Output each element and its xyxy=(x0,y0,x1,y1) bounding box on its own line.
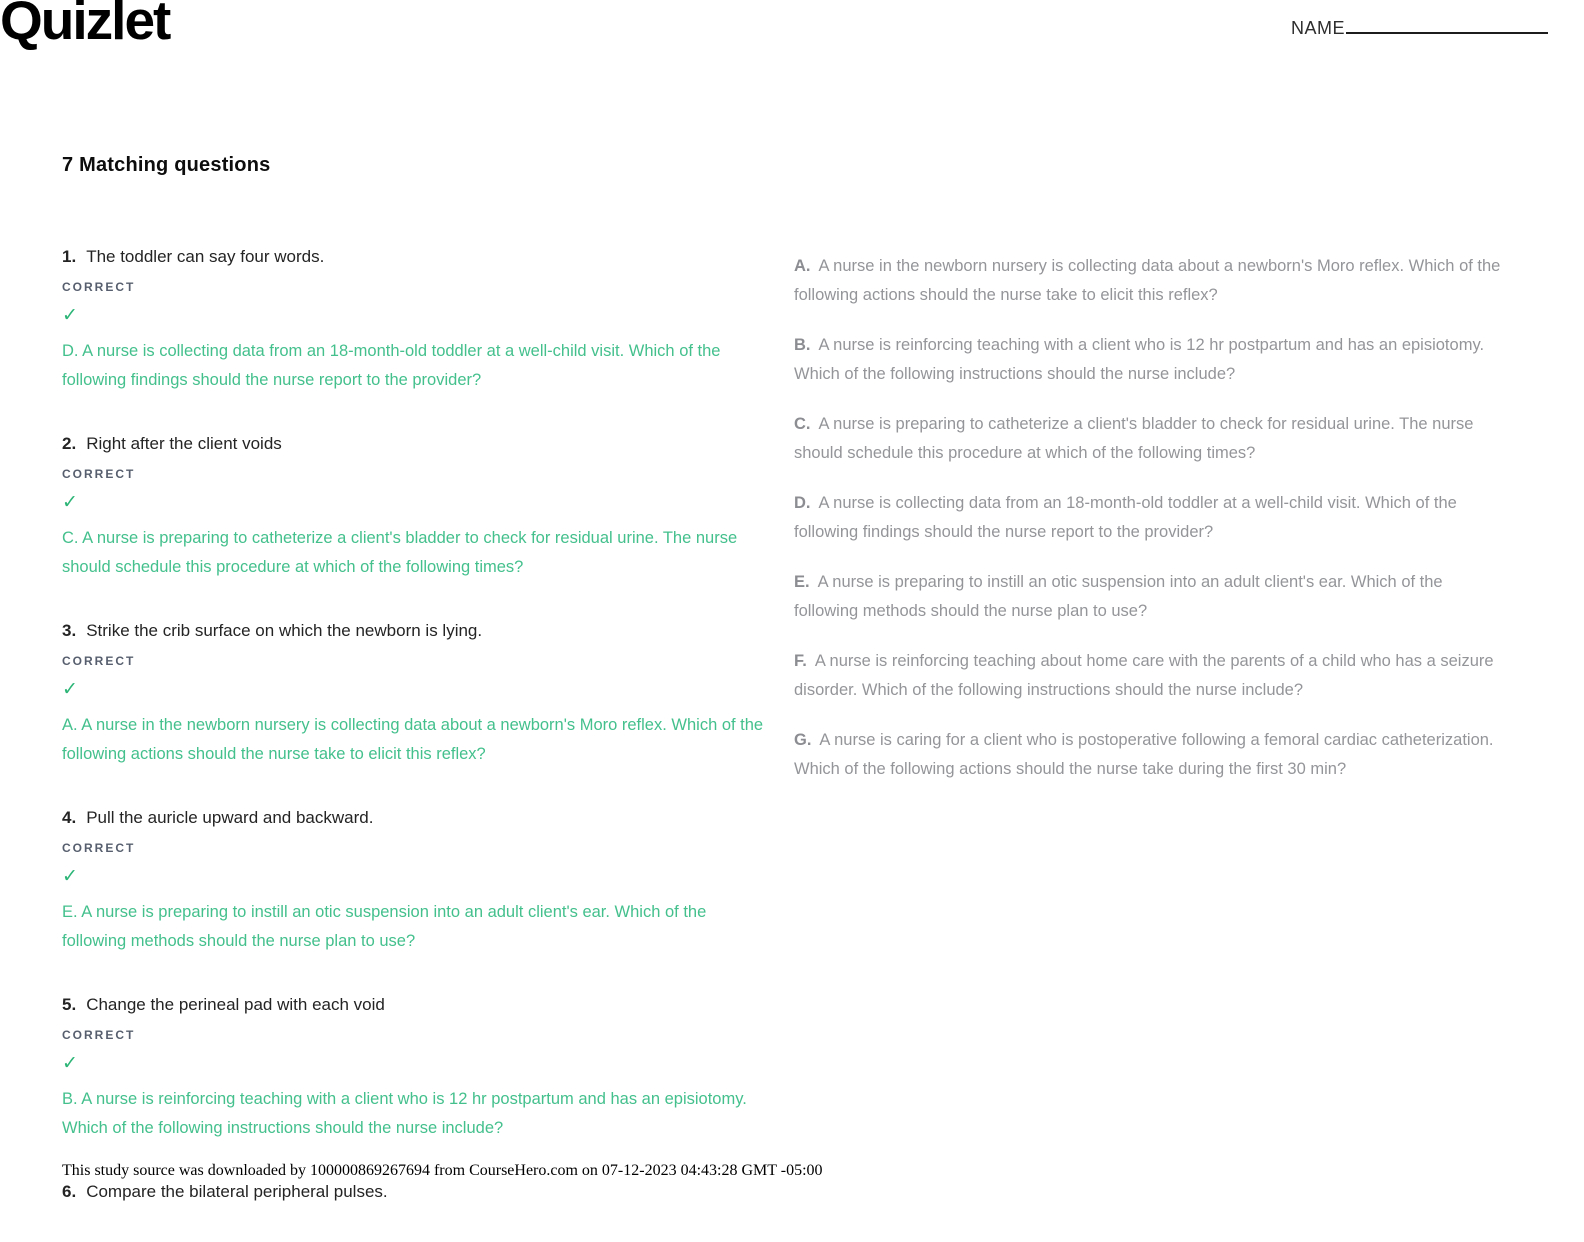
question-text: Strike the crib surface on which the newborn is lying. xyxy=(86,621,483,640)
name-label: NAME xyxy=(1290,18,1345,38)
question-number: 5. xyxy=(62,995,77,1014)
question-block-5 xyxy=(62,992,774,1142)
question-number: 3. xyxy=(62,621,77,640)
question-number: 2. xyxy=(62,434,77,453)
option-item-d xyxy=(794,489,1510,547)
option-item-c xyxy=(794,410,1510,468)
check-icon: ✓ xyxy=(62,679,78,700)
name-field xyxy=(1291,18,1548,39)
matched-answer: A. A nurse in the newborn nursery is collecting data about a newborn's Moro reflex. Which of the following actions should the nurse take to elicit this reflex? xyxy=(62,716,764,763)
download-notice: This study source was downloaded by 100000869267694 from CourseHero.com on 07-12-2023 04:43:28 GMT -05:00 xyxy=(62,1162,823,1179)
question-prompt-line xyxy=(62,1179,774,1205)
matched-answer: D. A nurse is collecting data from an 18-month-old toddler at a well-child visit. Which of the following findings should the nurse report to the provider? xyxy=(62,342,721,389)
matched-answer: E. A nurse is preparing to instill an otic suspension into an adult client's ear. Which of the following methods should the nurse plan to use? xyxy=(62,903,707,950)
question-prompt-line xyxy=(62,618,774,644)
question-prompt-line xyxy=(62,805,774,831)
option-item-f xyxy=(794,647,1510,705)
correct-label: CORRECT xyxy=(62,280,136,294)
question-number: 4. xyxy=(62,808,77,827)
question-text: Right after the client voids xyxy=(86,434,282,453)
option-text: A nurse is collecting data from an 18-month-old toddler at a well-child visit. Which of the following findings should the nurse report to the provider? xyxy=(794,494,1457,541)
option-letter: C. xyxy=(794,415,811,433)
matched-answer: C. A nurse is preparing to catheterize a client's bladder to check for residual urine. The nurse should schedule this procedure at which of the following times? xyxy=(62,529,738,576)
option-item-g xyxy=(794,726,1510,784)
option-letter: G. xyxy=(794,731,812,749)
option-text: A nurse is reinforcing teaching about home care with the parents of a child who has a seizure disorder. Which of the following instructions should the nurse include? xyxy=(794,652,1494,699)
question-block-2 xyxy=(62,431,774,581)
question-block-6 xyxy=(62,1179,774,1205)
matched-answer: B. A nurse is reinforcing teaching with a client who is 12 hr postpartum and has an episiotomy. Which of the following instructions should the nurse include? xyxy=(62,1090,747,1137)
option-text: A nurse is preparing to catheterize a client's bladder to check for residual urine. The nurse should schedule this procedure at which of the following times? xyxy=(794,415,1474,462)
page-title: 7 Matching questions xyxy=(62,154,271,176)
check-icon: ✓ xyxy=(62,866,78,887)
question-text: The toddler can say four words. xyxy=(86,247,325,266)
correct-label: CORRECT xyxy=(62,654,136,668)
check-icon: ✓ xyxy=(62,1053,78,1074)
check-icon: ✓ xyxy=(62,305,78,326)
question-number: 1. xyxy=(62,247,77,266)
option-letter: B. xyxy=(794,336,811,354)
option-letter: A. xyxy=(794,257,811,275)
question-prompt-line xyxy=(62,244,774,270)
questions-column xyxy=(62,238,774,1242)
option-text: A nurse is preparing to instill an otic suspension into an adult client's ear. Which of the following methods should the nurse plan to use? xyxy=(794,573,1443,620)
question-text: Compare the bilateral peripheral pulses. xyxy=(86,1182,388,1201)
question-text: Pull the auricle upward and backward. xyxy=(86,808,374,827)
option-text: A nurse is caring for a client who is postoperative following a femoral cardiac catheterization. Which of the following actions should the nurse take during the first 30 min? xyxy=(794,731,1494,778)
question-number: 6. xyxy=(62,1182,77,1201)
matching-columns xyxy=(62,238,1510,1242)
check-icon: ✓ xyxy=(62,492,78,513)
option-text: A nurse is reinforcing teaching with a client who is 12 hr postpartum and has an episiotomy. Which of the following instructions should the nurse include? xyxy=(794,336,1485,383)
option-text: A nurse in the newborn nursery is collecting data about a newborn's Moro reflex. Which of the following actions should the nurse take to elicit this reflex? xyxy=(794,257,1501,304)
question-prompt-line xyxy=(62,992,774,1018)
question-block-1 xyxy=(62,244,774,394)
correct-label: CORRECT xyxy=(62,1028,136,1042)
name-underline xyxy=(1346,18,1548,34)
question-prompt-line xyxy=(62,431,774,457)
option-letter: F. xyxy=(794,652,807,670)
options-column xyxy=(794,238,1510,805)
option-letter: D. xyxy=(794,494,811,512)
option-item-a xyxy=(794,252,1510,310)
option-item-e xyxy=(794,568,1510,626)
quizlet-logo: Quizlet xyxy=(0,0,170,51)
question-block-4 xyxy=(62,805,774,955)
question-block-3 xyxy=(62,618,774,768)
option-item-b xyxy=(794,331,1510,389)
option-letter: E. xyxy=(794,573,810,591)
correct-label: CORRECT xyxy=(62,467,136,481)
question-text: Change the perineal pad with each void xyxy=(86,995,385,1014)
correct-label: CORRECT xyxy=(62,841,136,855)
